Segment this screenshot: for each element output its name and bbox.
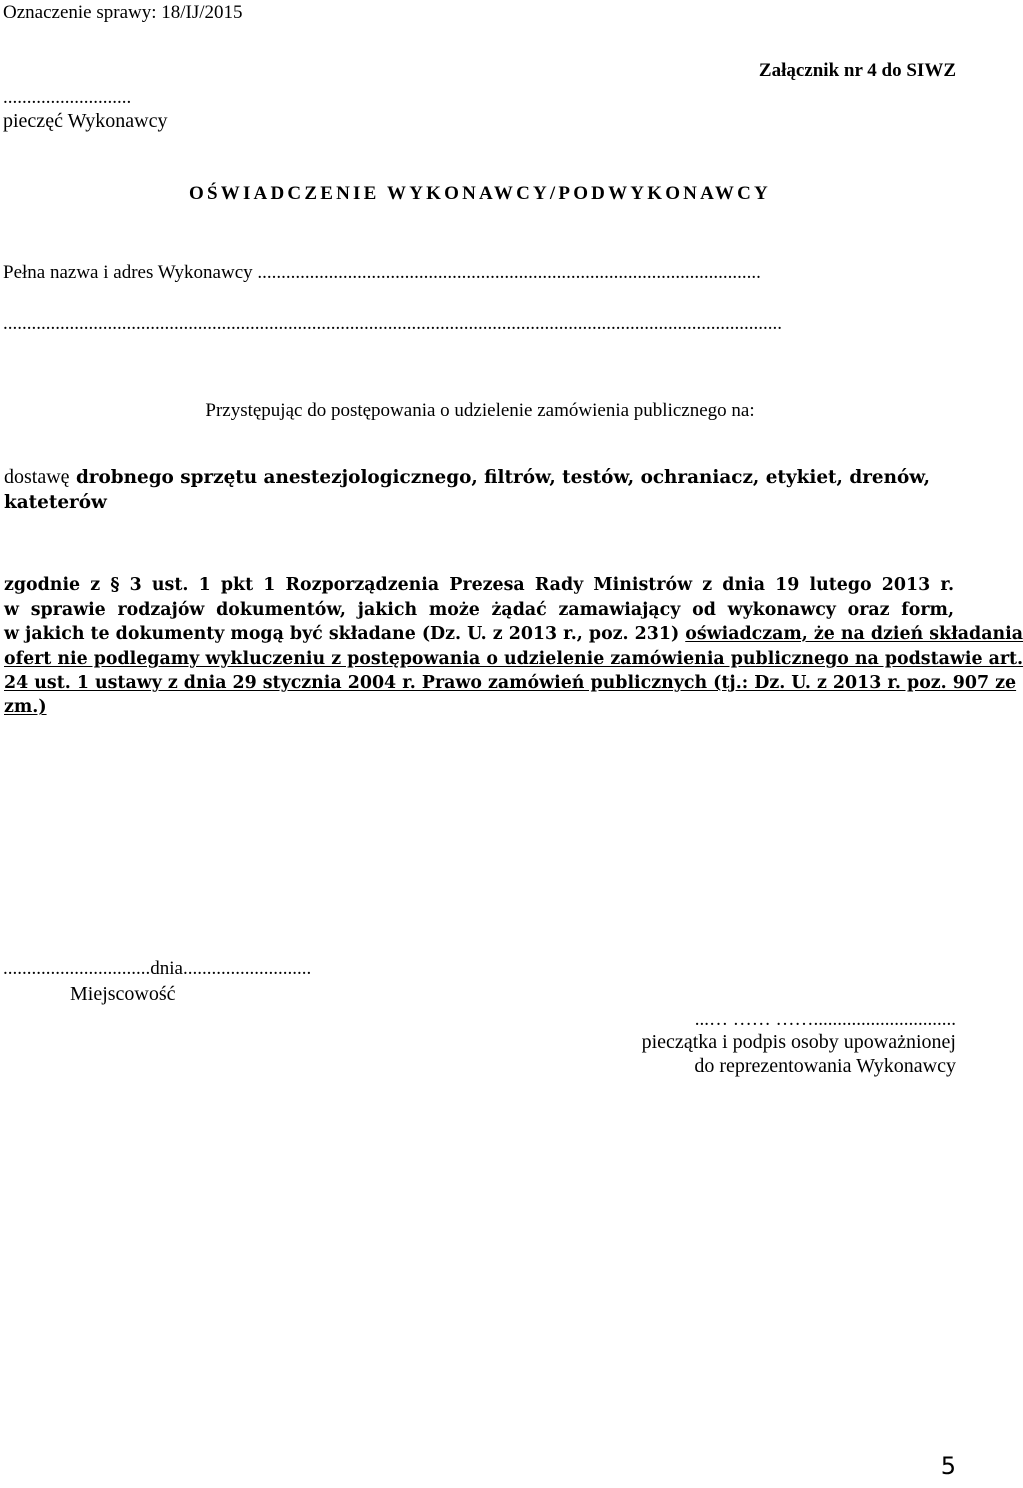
case-mark: Oznaczenie sprawy: 18/IJ/2015 xyxy=(3,2,243,23)
contractor-field[interactable] xyxy=(3,262,761,284)
statement-line-5: 24 ust. 1 ustawy z dnia 29 stycznia 2004 r. Prawo zamówień publicznych (tj.: Dz. U. z 2013 r. poz. 907 ze xyxy=(4,673,1017,693)
subject-text-2: kateterów xyxy=(4,492,107,513)
signature-label-1: pieczątka i podpis osoby upoważnionej xyxy=(641,1031,956,1053)
place-label: Miejscowość xyxy=(70,983,176,1005)
stamp-dots: ........................... xyxy=(3,87,132,108)
statement-line-3-plain: w jakich te dokumenty mogą być składane (Dz. U. z 2013 r., poz. 231) xyxy=(4,624,686,644)
contractor-label: Pełna nazwa i adres Wykonawcy xyxy=(3,262,253,283)
subject-line-1 xyxy=(4,466,956,489)
statement-line-4: ofert nie podlegamy wykluczeniu z postępowania o udzielenie zamówienia publicznego na podstawie art. xyxy=(4,649,1023,669)
document-title: OŚWIADCZENIE WYKONAWCY/PODWYKONAWCY xyxy=(189,183,771,204)
contractor-dots-1: .......................................................................................................... xyxy=(257,262,761,283)
statement-line-3 xyxy=(4,624,1023,644)
subject-text-1: drobnego sprzętu anestezjologicznego, filtrów, testów, ochraniacz, etykiet, drenów, xyxy=(75,467,930,488)
signature-dots[interactable]: ...… …… …….............................. xyxy=(694,1009,956,1030)
signature-label-2: do reprezentowania Wykonawcy xyxy=(694,1055,956,1077)
declaration-underlined: oświadczam, że na dzień składania xyxy=(685,624,1023,644)
intro-text: Przystępując do postępowania o udzielenie zamówienia publicznego na: xyxy=(205,400,755,421)
subject-lead: dostawę xyxy=(4,466,70,488)
statement-line-6: zm.) xyxy=(4,697,47,717)
attachment-label: Załącznik nr 4 do SIWZ xyxy=(758,60,956,81)
stamp-label: pieczęć Wykonawcy xyxy=(3,110,168,132)
contractor-dots-2: .................................................................................................................................................................... xyxy=(3,313,782,334)
place-date-field[interactable]: ...............................dnia........................... xyxy=(3,958,312,979)
statement-line-2: w sprawie rodzajów dokumentów, jakich może żądać zamawiający od wykonawcy oraz form, xyxy=(4,600,954,620)
page-number: 5 xyxy=(940,1452,956,1480)
statement-line-1: zgodnie z § 3 ust. 1 pkt 1 Rozporządzenia Prezesa Rady Ministrów z dnia 19 lutego 2013 r. xyxy=(4,575,954,595)
